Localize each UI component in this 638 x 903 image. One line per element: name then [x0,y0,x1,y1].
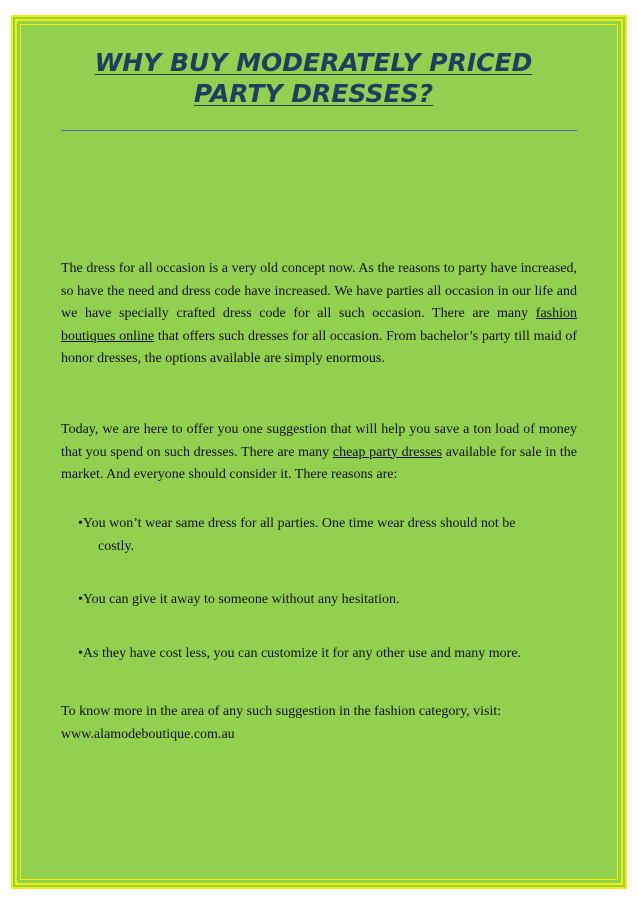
paragraph-intro-text-2: that offers such dresses for all occasion. From bachelor’s party till maid of honor dresses, the options available are simply enormous. [61,328,578,367]
paragraph-suggestion [61,419,577,487]
bullet-item-1 [78,513,568,558]
bullet-item-1-line2: costly. [98,538,135,554]
cheap-party-dresses-link[interactable]: cheap party dresses [332,444,443,460]
paragraph-suggestion-text-2: available for sale in the market. And everyone should consider it. There reasons are: [61,444,577,483]
title-divider [61,130,577,131]
bullet-item-2-text: •You can give it away to someone without any hesitation. [78,592,400,607]
paragraph-intro [61,258,577,371]
paragraph-suggestion-text-1: Today, we are here to offer you one suggestion that will help you save a ton load of money that you spend on such dresses. There are many [61,422,577,460]
bullet-item-2 [78,589,568,612]
website-url: www.alamodeboutique.com.au [61,726,235,742]
paragraph-intro-text-1: The dress for all occasion is a very old concept now. As the reasons to party have increased, so have the need and dress code have increased. We have parties all occasion in our life and we have specially crafted dress code for all such occasion. There are many [61,261,577,322]
fashion-boutiques-online-link[interactable]: fashion boutiques online [61,306,577,344]
bullet-item-1-line1: •You won’t wear same dress for all parties. One time wear dress should not be [78,516,516,531]
bullet-item-3-text: •As they have cost less, you can customize it for any other use and many more. [78,646,522,661]
bullet-item-3 [78,643,568,666]
page-title: WHY BUY MODERATELY PRICED PARTY DRESSES? [94,48,533,108]
closing-paragraph [61,701,577,746]
closing-text: To know more in the area of any such suggestion in the fashion category, visit: [61,704,502,719]
